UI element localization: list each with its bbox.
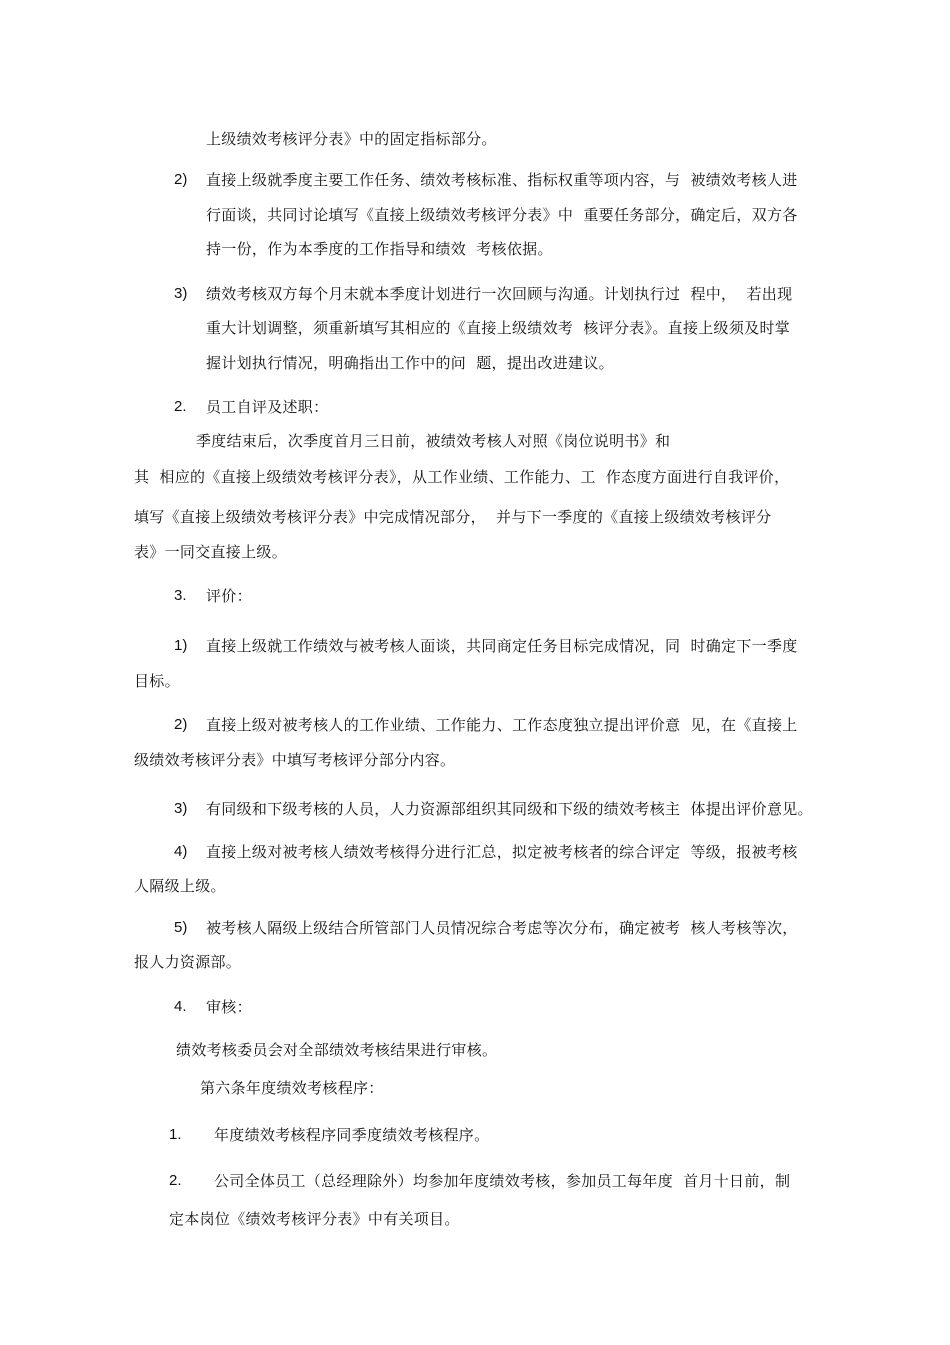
article-heading: 第六条年度绩效考核程序： bbox=[200, 1079, 384, 1097]
text-line: 绩效考核双方每个月末就本季度计划进行一次回顾与沟通。计划执行过 程中， 若出现 bbox=[206, 285, 793, 303]
text-line: 上级绩效考核评分表》中的固定指标部分。 bbox=[206, 130, 497, 148]
section-heading: 评价： bbox=[206, 587, 252, 605]
item-number: 1) bbox=[174, 637, 188, 654]
text-line: 被考核人隔级上级结合所管部门人员情况综合考虑等次分布，确定被考 核人考核等次， bbox=[206, 919, 798, 937]
text-line: 有同级和下级考核的人员，人力资源部组织其同级和下级的绩效考核主 体提出评价意见。 bbox=[206, 800, 813, 818]
section-number: 1. bbox=[169, 1126, 182, 1143]
text-line: 级绩效考核评分表》中填写考核评分部分内容。 bbox=[134, 751, 456, 769]
item-number: 3) bbox=[174, 800, 188, 817]
text-line: 人隔级上级。 bbox=[134, 877, 226, 895]
text-line: 定本岗位《绩效考核评分表》中有关项目。 bbox=[169, 1210, 460, 1228]
item-number: 4) bbox=[174, 843, 188, 860]
text-line: 直接上级就季度主要工作任务、绩效考核标准、指标权重等项内容，与 被绩效考核人进 bbox=[206, 171, 798, 189]
item-number: 3) bbox=[174, 285, 188, 302]
text-line: 其 相应的《直接上级绩效考核评分表》，从工作业绩、工作能力、工 作态度方面进行自我评价， bbox=[134, 468, 790, 486]
text-line: 填写《直接上级绩效考核评分表》中完成情况部分， 并与下一季度的《直接上级绩效考核评分 bbox=[134, 508, 772, 526]
section-number: 4. bbox=[174, 998, 187, 1015]
section-number: 2. bbox=[174, 398, 187, 415]
text-line: 公司全体员工（总经理除外）均参加年度绩效考核，参加员工每年度 首月十日前，制 bbox=[214, 1172, 791, 1190]
text-line: 季度结束后，次季度首月三日前，被绩效考核人对照《岗位说明书》和 bbox=[196, 432, 671, 450]
text-line: 绩效考核委员会对全部绩效考核结果进行审核。 bbox=[176, 1041, 498, 1059]
text-line: 年度绩效考核程序同季度绩效考核程序。 bbox=[214, 1126, 490, 1144]
item-number: 5) bbox=[174, 919, 188, 936]
text-line: 表》一同交直接上级。 bbox=[134, 543, 288, 561]
item-number: 2) bbox=[174, 716, 188, 733]
text-line: 目标。 bbox=[134, 672, 180, 690]
text-line: 报人力资源部。 bbox=[134, 953, 242, 971]
section-heading: 员工自评及述职： bbox=[206, 398, 329, 416]
text-line: 直接上级对被考核人绩效考核得分进行汇总，拟定被考核者的综合评定 等级，报被考核 bbox=[206, 843, 798, 861]
section-heading: 审核： bbox=[206, 998, 252, 1016]
text-line: 直接上级对被考核人的工作业绩、工作能力、工作态度独立提出评价意 见，在《直接上 bbox=[206, 716, 798, 734]
text-line: 重大计划调整，须重新填写其相应的《直接上级绩效考 核评分表》。直接上级须及时掌 bbox=[206, 319, 791, 337]
section-number: 2. bbox=[169, 1172, 182, 1189]
text-line: 持一份，作为本季度的工作指导和绩效 考核依据。 bbox=[206, 240, 553, 258]
text-line: 直接上级就工作绩效与被考核人面谈，共同商定任务目标完成情况，同 时确定下一季度 bbox=[206, 637, 798, 655]
item-number: 2) bbox=[174, 171, 188, 188]
text-line: 握计划执行情况，明确指出工作中的问 题，提出改进建议。 bbox=[206, 354, 614, 372]
text-line: 行面谈，共同讨论填写《直接上级绩效考核评分表》中 重要任务部分，确定后，双方各 bbox=[206, 206, 798, 224]
section-number: 3. bbox=[174, 587, 187, 604]
